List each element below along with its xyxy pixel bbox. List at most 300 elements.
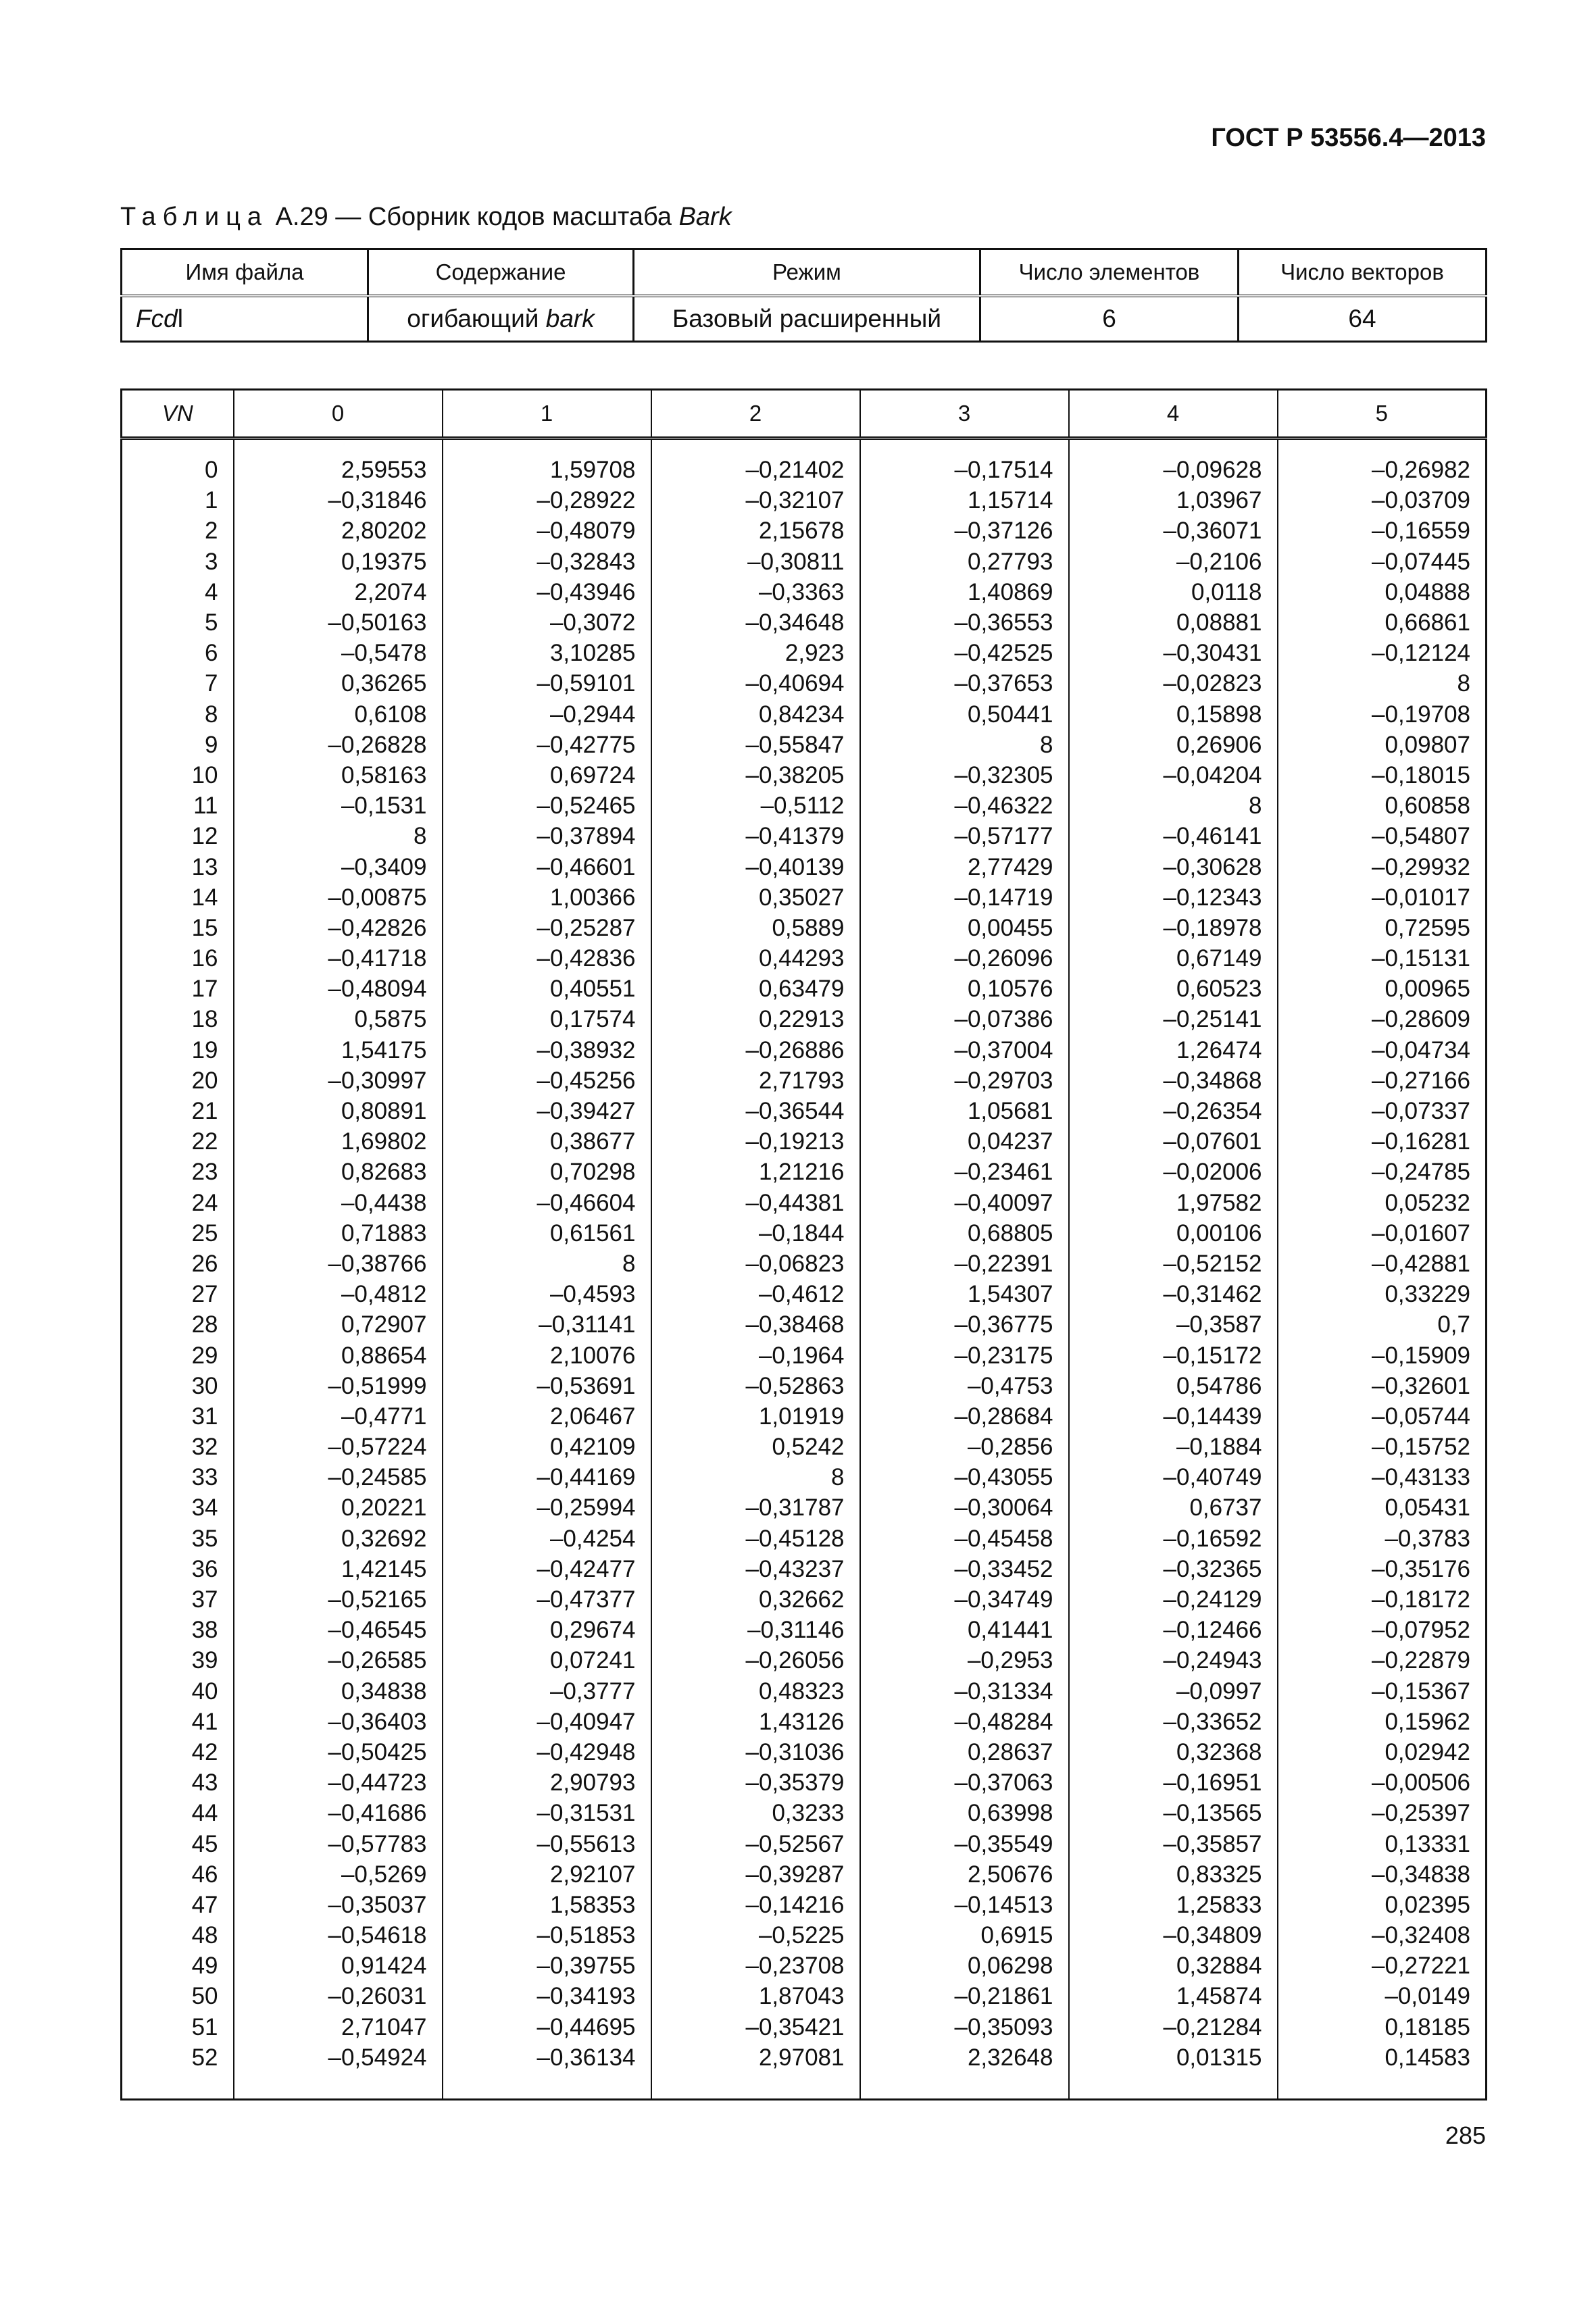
value-cell: –0,55613	[443, 1828, 651, 1859]
value-cell: –0,37063	[860, 1767, 1069, 1798]
value-cell: 0,00455	[860, 913, 1069, 943]
value-cell: 0,5242	[651, 1432, 860, 1462]
table-row	[122, 1981, 1487, 2011]
value-cell: –0,43133	[1278, 1462, 1487, 1492]
value-cell: 1,21216	[651, 1157, 860, 1187]
value-cell: –0,5112	[651, 790, 860, 821]
value-cell: 1,25833	[1069, 1890, 1278, 1920]
table-row	[122, 2012, 1487, 2042]
value-cell: –0,48284	[860, 1707, 1069, 1737]
value-cell: 2,59553	[234, 438, 443, 486]
row-index-cell: 26	[122, 1249, 234, 1279]
value-cell: 0,29674	[443, 1615, 651, 1645]
value-cell: 8	[443, 1249, 651, 1279]
value-cell: –0,07601	[1069, 1126, 1278, 1157]
value-cell: –0,37894	[443, 821, 651, 851]
value-cell: –0,35379	[651, 1767, 860, 1798]
value-cell: –0,46601	[443, 851, 651, 882]
table-row	[122, 607, 1487, 638]
table-row	[122, 1279, 1487, 1309]
value-cell: 1,00366	[443, 882, 651, 913]
value-cell: –0,33452	[860, 1554, 1069, 1584]
row-index-cell: 36	[122, 1554, 234, 1584]
value-cell: –0,31462	[1069, 1279, 1278, 1309]
value-cell: 2,71047	[234, 2012, 443, 2042]
value-cell: –0,50163	[234, 607, 443, 638]
row-index-cell: 40	[122, 1676, 234, 1707]
value-cell: –0,35857	[1069, 1828, 1278, 1859]
value-cell: –0,42775	[443, 730, 651, 760]
row-index-cell: 47	[122, 1890, 234, 1920]
value-cell: –0,15909	[1278, 1340, 1487, 1370]
value-cell: –0,26031	[234, 1981, 443, 2011]
value-cell: –0,1844	[651, 1218, 860, 1249]
table-row	[122, 1645, 1487, 1676]
value-cell: –0,31036	[651, 1737, 860, 1767]
value-cell: –0,24785	[1278, 1157, 1487, 1187]
row-index-cell: 5	[122, 607, 234, 638]
value-cell: –0,59101	[443, 668, 651, 699]
value-cell: –0,02006	[1069, 1157, 1278, 1187]
value-cell: –0,51999	[234, 1371, 443, 1401]
value-cell: –0,51853	[443, 1920, 651, 1951]
value-cell: 0,27793	[860, 547, 1069, 577]
table-row	[122, 1584, 1487, 1615]
value-cell: –0,38766	[234, 1249, 443, 1279]
value-cell: –0,44169	[443, 1462, 651, 1492]
value-cell: 0,70298	[443, 1157, 651, 1187]
value-cell: 1,42145	[234, 1554, 443, 1584]
value-cell: –0,21402	[651, 438, 860, 486]
value-cell: –0,29932	[1278, 851, 1487, 882]
col-header-5: 5	[1278, 390, 1487, 438]
value-cell: –0,40947	[443, 1707, 651, 1737]
value-cell: –0,26354	[1069, 1096, 1278, 1126]
value-cell: –0,01607	[1278, 1218, 1487, 1249]
value-cell: –0,3363	[651, 577, 860, 607]
row-index-cell: 0	[122, 438, 234, 486]
value-cell: –0,13565	[1069, 1798, 1278, 1828]
row-index-cell: 49	[122, 1951, 234, 1981]
value-cell: –0,18172	[1278, 1584, 1487, 1615]
value-cell: –0,40749	[1069, 1462, 1278, 1492]
value-cell: 0,60523	[1069, 974, 1278, 1004]
value-cell: 0,6108	[234, 699, 443, 730]
caption-italic: Bark	[678, 203, 732, 231]
table-row	[122, 821, 1487, 851]
value-cell: –0,44695	[443, 2012, 651, 2042]
value-cell: –0,04734	[1278, 1035, 1487, 1065]
value-cell: –0,28684	[860, 1401, 1069, 1432]
table-row	[122, 1859, 1487, 1890]
value-cell: –0,26828	[234, 730, 443, 760]
meta-elements: 6	[980, 296, 1239, 342]
row-index-cell: 30	[122, 1371, 234, 1401]
row-index-cell: 24	[122, 1188, 234, 1218]
value-cell: –0,37653	[860, 668, 1069, 699]
codebook-table	[120, 388, 1487, 2101]
value-cell: –0,30811	[651, 547, 860, 577]
value-cell: 0,15962	[1278, 1707, 1487, 1737]
value-cell: –0,28922	[443, 485, 651, 515]
value-cell: 0,00965	[1278, 974, 1487, 1004]
meta-content	[368, 296, 634, 342]
table-row	[122, 1096, 1487, 1126]
value-cell: 0,63998	[860, 1798, 1069, 1828]
value-cell: –0,31787	[651, 1492, 860, 1523]
value-cell: –0,45256	[443, 1065, 651, 1096]
value-cell: –0,3587	[1069, 1309, 1278, 1340]
row-index-cell: 11	[122, 790, 234, 821]
value-cell: 0,6737	[1069, 1492, 1278, 1523]
table-row	[122, 1371, 1487, 1401]
row-index-cell: 41	[122, 1707, 234, 1737]
value-cell: –0,19708	[1278, 699, 1487, 730]
value-cell: –0,46604	[443, 1188, 651, 1218]
value-cell: –0,45458	[860, 1524, 1069, 1554]
row-index-cell: 37	[122, 1584, 234, 1615]
row-index-cell: 34	[122, 1492, 234, 1523]
table-row	[122, 1767, 1487, 1798]
value-cell: –0,3072	[443, 607, 651, 638]
value-cell: –0,18978	[1069, 913, 1278, 943]
value-cell: –0,40097	[860, 1188, 1069, 1218]
value-cell: 2,32648	[860, 2042, 1069, 2100]
value-cell: –0,22391	[860, 1249, 1069, 1279]
row-index-cell: 45	[122, 1828, 234, 1859]
table-row	[122, 760, 1487, 790]
value-cell: –0,2856	[860, 1432, 1069, 1462]
value-cell: –0,3409	[234, 851, 443, 882]
value-cell: 1,15714	[860, 485, 1069, 515]
value-cell: –0,2953	[860, 1645, 1069, 1676]
value-cell: –0,23461	[860, 1157, 1069, 1187]
value-cell: 1,01919	[651, 1401, 860, 1432]
caption-number: А.29 — Сборник кодов масштаба	[275, 203, 672, 231]
value-cell: –0,32843	[443, 547, 651, 577]
value-cell: 0,5889	[651, 913, 860, 943]
table-row	[122, 438, 1487, 486]
value-cell: 8	[1069, 790, 1278, 821]
caption-prefix: Таблица	[120, 203, 268, 231]
table-row	[122, 547, 1487, 577]
meta-content-italic: bark	[545, 305, 595, 332]
row-index-cell: 13	[122, 851, 234, 882]
table-row	[122, 577, 1487, 607]
value-cell: –0,4753	[860, 1371, 1069, 1401]
value-cell: –0,54807	[1278, 821, 1487, 851]
codebook-header-row	[122, 390, 1487, 438]
value-cell: 0,3233	[651, 1798, 860, 1828]
value-cell: –0,47377	[443, 1584, 651, 1615]
value-cell: 0,13331	[1278, 1828, 1487, 1859]
value-cell: –0,37126	[860, 515, 1069, 546]
value-cell: 0,50441	[860, 699, 1069, 730]
table-caption	[120, 203, 732, 232]
value-cell: –0,53691	[443, 1371, 651, 1401]
value-cell: 0,82683	[234, 1157, 443, 1187]
value-cell: –0,5225	[651, 1920, 860, 1951]
row-index-cell: 3	[122, 547, 234, 577]
meta-col-mode: Режим	[634, 249, 980, 297]
meta-value-row	[122, 296, 1487, 342]
value-cell: –0,38932	[443, 1035, 651, 1065]
table-row	[122, 1524, 1487, 1554]
value-cell: –0,05744	[1278, 1401, 1487, 1432]
value-cell: –0,38468	[651, 1309, 860, 1340]
table-row	[122, 1920, 1487, 1951]
table-row	[122, 1188, 1487, 1218]
value-cell: –0,34193	[443, 1981, 651, 2011]
value-cell: –0,27221	[1278, 1951, 1487, 1981]
value-cell: 0,32368	[1069, 1737, 1278, 1767]
value-cell: –0,24129	[1069, 1584, 1278, 1615]
meta-filename-italic: Fcd	[136, 305, 178, 332]
table-row	[122, 913, 1487, 943]
value-cell: 0,32884	[1069, 1951, 1278, 1981]
value-cell: 0,91424	[234, 1951, 443, 1981]
value-cell: 0,72595	[1278, 913, 1487, 943]
value-cell: –0,29703	[860, 1065, 1069, 1096]
value-cell: –0,16281	[1278, 1126, 1487, 1157]
row-index-cell: 32	[122, 1432, 234, 1462]
value-cell: 0,22913	[651, 1004, 860, 1034]
meta-content-text: огибающий	[407, 305, 539, 332]
value-cell: –0,30628	[1069, 851, 1278, 882]
value-cell: 2,90793	[443, 1767, 651, 1798]
value-cell: –0,04204	[1069, 760, 1278, 790]
value-cell: –0,14439	[1069, 1401, 1278, 1432]
col-header-1: 1	[443, 390, 651, 438]
value-cell: –0,42525	[860, 638, 1069, 668]
value-cell: –0,16592	[1069, 1524, 1278, 1554]
value-cell: –0,54924	[234, 2042, 443, 2100]
value-cell: –0,4612	[651, 1279, 860, 1309]
value-cell: –0,3783	[1278, 1524, 1487, 1554]
value-cell: –0,52465	[443, 790, 651, 821]
value-cell: –0,3777	[443, 1676, 651, 1707]
value-cell: 1,26474	[1069, 1035, 1278, 1065]
value-cell: –0,34809	[1069, 1920, 1278, 1951]
row-index-cell: 31	[122, 1401, 234, 1432]
value-cell: –0,5269	[234, 1859, 443, 1890]
value-cell: –0,43946	[443, 577, 651, 607]
value-cell: 1,54175	[234, 1035, 443, 1065]
value-cell: 1,43126	[651, 1707, 860, 1737]
value-cell: –0,42826	[234, 913, 443, 943]
value-cell: 2,50676	[860, 1859, 1069, 1890]
value-cell: –0,30431	[1069, 638, 1278, 668]
value-cell: –0,00875	[234, 882, 443, 913]
table-row	[122, 1218, 1487, 1249]
value-cell: –0,42948	[443, 1737, 651, 1767]
value-cell: 0,66861	[1278, 607, 1487, 638]
value-cell: –0,30997	[234, 1065, 443, 1096]
value-cell: 0,15898	[1069, 699, 1278, 730]
value-cell: –0,25141	[1069, 1004, 1278, 1034]
meta-filename	[122, 296, 368, 342]
value-cell: 0,71883	[234, 1218, 443, 1249]
table-row	[122, 1951, 1487, 1981]
value-cell: –0,52567	[651, 1828, 860, 1859]
value-cell: 2,923	[651, 638, 860, 668]
row-index-cell: 6	[122, 638, 234, 668]
value-cell: 0,40551	[443, 974, 651, 1004]
value-cell: –0,36553	[860, 607, 1069, 638]
value-cell: 1,05681	[860, 1096, 1069, 1126]
value-cell: 0,00106	[1069, 1218, 1278, 1249]
table-row	[122, 1249, 1487, 1279]
table-row	[122, 515, 1487, 546]
value-cell: –0,50425	[234, 1737, 443, 1767]
value-cell: 0,33229	[1278, 1279, 1487, 1309]
value-cell: –0,32305	[860, 760, 1069, 790]
value-cell: –0,39287	[651, 1859, 860, 1890]
row-index-cell: 15	[122, 913, 234, 943]
col-header-2: 2	[651, 390, 860, 438]
value-cell: –0,32601	[1278, 1371, 1487, 1401]
value-cell: –0,42477	[443, 1554, 651, 1584]
value-cell: –0,33652	[1069, 1707, 1278, 1737]
value-cell: 1,69802	[234, 1126, 443, 1157]
value-cell: 2,2074	[234, 577, 443, 607]
row-index-cell: 4	[122, 577, 234, 607]
value-cell: –0,26982	[1278, 438, 1487, 486]
table-row	[122, 730, 1487, 760]
value-cell: –0,06823	[651, 1249, 860, 1279]
row-index-cell: 22	[122, 1126, 234, 1157]
value-cell: –0,25287	[443, 913, 651, 943]
value-cell: 0,32692	[234, 1524, 443, 1554]
value-cell: –0,57783	[234, 1828, 443, 1859]
value-cell: 0,14583	[1278, 2042, 1487, 2100]
value-cell: –0,07386	[860, 1004, 1069, 1034]
value-cell: –0,16559	[1278, 515, 1487, 546]
value-cell: –0,1964	[651, 1340, 860, 1370]
value-cell: 0,60858	[1278, 790, 1487, 821]
table-row	[122, 1340, 1487, 1370]
value-cell: –0,15752	[1278, 1432, 1487, 1462]
table-row	[122, 851, 1487, 882]
row-index-cell: 42	[122, 1737, 234, 1767]
value-cell: –0,19213	[651, 1126, 860, 1157]
value-cell: –0,15131	[1278, 943, 1487, 974]
table-row	[122, 1492, 1487, 1523]
value-cell: 8	[651, 1462, 860, 1492]
value-cell: 0,72907	[234, 1309, 443, 1340]
value-cell: 0,01315	[1069, 2042, 1278, 2100]
value-cell: –0,52152	[1069, 1249, 1278, 1279]
table-row	[122, 1035, 1487, 1065]
value-cell: –0,4254	[443, 1524, 651, 1554]
row-index-cell: 51	[122, 2012, 234, 2042]
value-cell: –0,1884	[1069, 1432, 1278, 1462]
value-cell: 0,83325	[1069, 1859, 1278, 1890]
table-row	[122, 1707, 1487, 1737]
value-cell: 0,58163	[234, 760, 443, 790]
value-cell: –0,26585	[234, 1645, 443, 1676]
standard-header: ГОСТ Р 53556.4—2013	[1211, 124, 1486, 152]
meta-table	[120, 248, 1487, 343]
value-cell: 0,02395	[1278, 1890, 1487, 1920]
value-cell: –0,48079	[443, 515, 651, 546]
row-index-cell: 14	[122, 882, 234, 913]
value-cell: –0,34868	[1069, 1065, 1278, 1096]
value-cell: 0,32662	[651, 1584, 860, 1615]
value-cell: –0,26096	[860, 943, 1069, 974]
value-cell: 2,80202	[234, 515, 443, 546]
value-cell: –0,43055	[860, 1462, 1069, 1492]
value-cell: 0,07241	[443, 1645, 651, 1676]
value-cell: –0,15172	[1069, 1340, 1278, 1370]
value-cell: –0,38205	[651, 760, 860, 790]
value-cell: –0,4771	[234, 1401, 443, 1432]
value-cell: –0,35176	[1278, 1554, 1487, 1584]
value-cell: –0,0997	[1069, 1676, 1278, 1707]
value-cell: –0,46141	[1069, 821, 1278, 851]
value-cell: –0,27166	[1278, 1065, 1487, 1096]
value-cell: 0,28637	[860, 1737, 1069, 1767]
value-cell: –0,12124	[1278, 638, 1487, 668]
value-cell: –0,15367	[1278, 1676, 1487, 1707]
row-index-cell: 12	[122, 821, 234, 851]
table-row	[122, 1462, 1487, 1492]
table-row	[122, 1798, 1487, 1828]
table-row	[122, 1065, 1487, 1096]
value-cell: –0,52863	[651, 1371, 860, 1401]
row-index-cell: 39	[122, 1645, 234, 1676]
value-cell: 0,48323	[651, 1676, 860, 1707]
value-cell: –0,46545	[234, 1615, 443, 1645]
row-index-cell: 17	[122, 974, 234, 1004]
value-cell: –0,2944	[443, 699, 651, 730]
table-row	[122, 790, 1487, 821]
value-cell: –0,07337	[1278, 1096, 1487, 1126]
value-cell: 1,54307	[860, 1279, 1069, 1309]
value-cell: 0,80891	[234, 1096, 443, 1126]
value-cell: –0,32408	[1278, 1920, 1487, 1951]
table-row	[122, 1828, 1487, 1859]
value-cell: –0,36775	[860, 1309, 1069, 1340]
value-cell: –0,41718	[234, 943, 443, 974]
value-cell: 0,06298	[860, 1951, 1069, 1981]
value-cell: –0,35037	[234, 1890, 443, 1920]
row-index-cell: 52	[122, 2042, 234, 2100]
value-cell: –0,40694	[651, 668, 860, 699]
row-index-cell: 38	[122, 1615, 234, 1645]
col-header-4: 4	[1069, 390, 1278, 438]
value-cell: –0,40139	[651, 851, 860, 882]
value-cell: 0,36265	[234, 668, 443, 699]
value-cell: –0,34749	[860, 1584, 1069, 1615]
value-cell: 0,05232	[1278, 1188, 1487, 1218]
value-cell: 1,87043	[651, 1981, 860, 2011]
value-cell: 2,06467	[443, 1401, 651, 1432]
codebook-body	[122, 438, 1487, 2100]
value-cell: 0,17574	[443, 1004, 651, 1034]
value-cell: –0,22879	[1278, 1645, 1487, 1676]
value-cell: –0,18015	[1278, 760, 1487, 790]
value-cell: 2,71793	[651, 1065, 860, 1096]
table-row	[122, 1126, 1487, 1157]
value-cell: 0,18185	[1278, 2012, 1487, 2042]
value-cell: –0,12343	[1069, 882, 1278, 913]
value-cell: –0,42881	[1278, 1249, 1487, 1279]
page-number: 285	[1445, 2121, 1486, 2149]
value-cell: –0,31846	[234, 485, 443, 515]
value-cell: –0,00506	[1278, 1767, 1487, 1798]
value-cell: –0,36071	[1069, 515, 1278, 546]
